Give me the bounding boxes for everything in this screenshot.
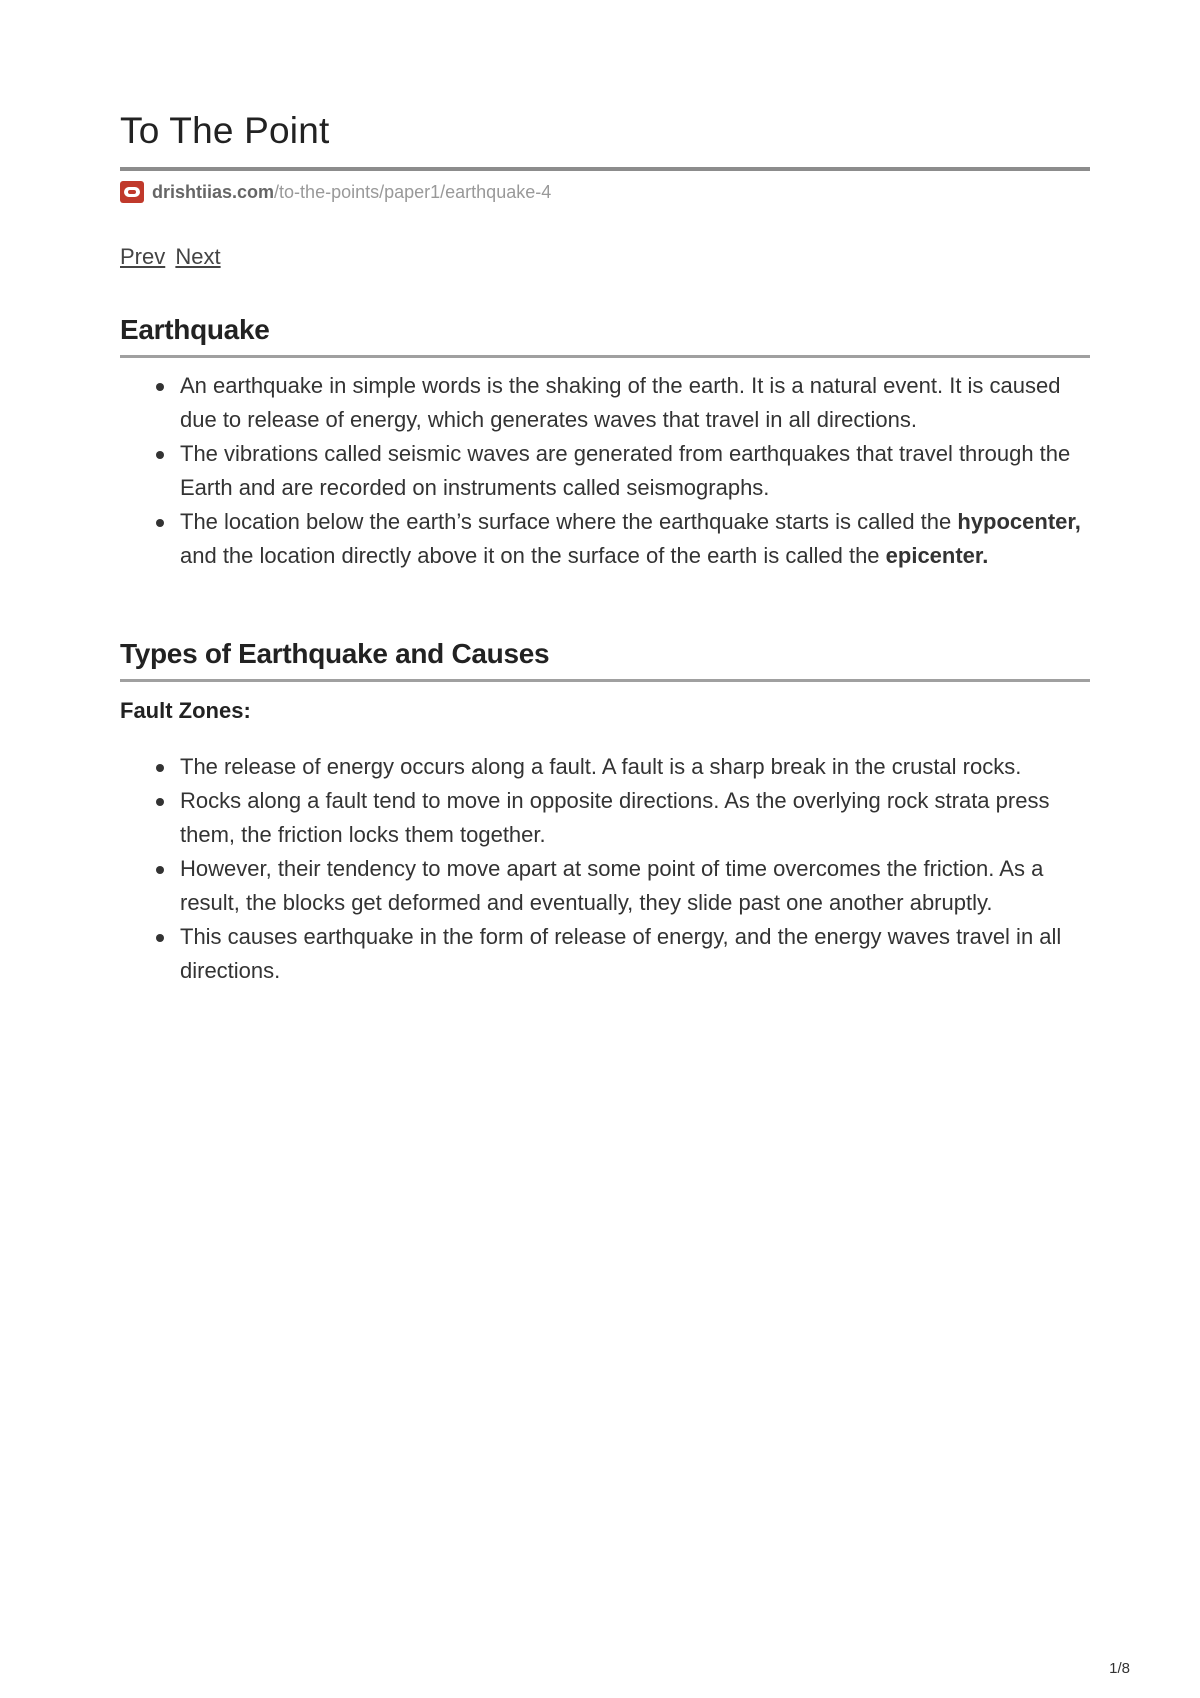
prev-link[interactable]: Prev: [120, 244, 166, 269]
list-item: [180, 505, 1090, 573]
fault-zones-heading: Fault Zones:: [120, 698, 251, 723]
section-divider: [120, 679, 1090, 682]
page-number: 1/8: [1109, 1660, 1130, 1677]
list-item: An earthquake in simple words is the shaking of the earth. It is a natural event. It is caused due to release of energy, which generates waves that travel in all directions.: [180, 369, 1090, 437]
term-hypocenter: hypocenter,: [957, 509, 1081, 534]
section-divider: [120, 355, 1090, 358]
list-item: The vibrations called seismic waves are generated from earthquakes that travel through the Earth and are recorded on instruments called seismographs.: [180, 437, 1090, 505]
source-path: /to-the-points/paper1/earthquake-4: [274, 181, 552, 202]
site-logo-icon: [120, 181, 144, 203]
list-item: The release of energy occurs along a fault. A fault is a sharp break in the crustal rocks.: [180, 750, 1090, 784]
earthquake-list: [120, 369, 1090, 573]
page-title: To The Point: [120, 110, 330, 151]
section-title-types: Types of Earthquake and Causes: [120, 638, 550, 669]
list-item-text: The location below the earth’s surface where the earthquake starts is called the: [180, 509, 958, 534]
list-item-text: and the location directly above it on the surface of the earth is called the: [180, 543, 886, 568]
source-url[interactable]: [120, 180, 551, 204]
title-divider: [120, 167, 1090, 171]
source-domain: drishtiias.com: [152, 181, 275, 202]
list-item: However, their tendency to move apart at some point of time overcomes the friction. As a result, the blocks get deformed and eventually, they slide past one another abruptly.: [180, 852, 1090, 920]
list-item: Rocks along a fault tend to move in opposite directions. As the overlying rock strata press them, the friction locks them together.: [180, 784, 1090, 852]
section-title-earthquake: Earthquake: [120, 314, 270, 345]
next-link[interactable]: Next: [175, 244, 221, 269]
fault-zones-list: [120, 750, 1090, 988]
term-epicenter: epicenter.: [885, 543, 989, 568]
list-item: This causes earthquake in the form of release of energy, and the energy waves travel in all directions.: [180, 920, 1090, 988]
pager: [120, 244, 225, 270]
